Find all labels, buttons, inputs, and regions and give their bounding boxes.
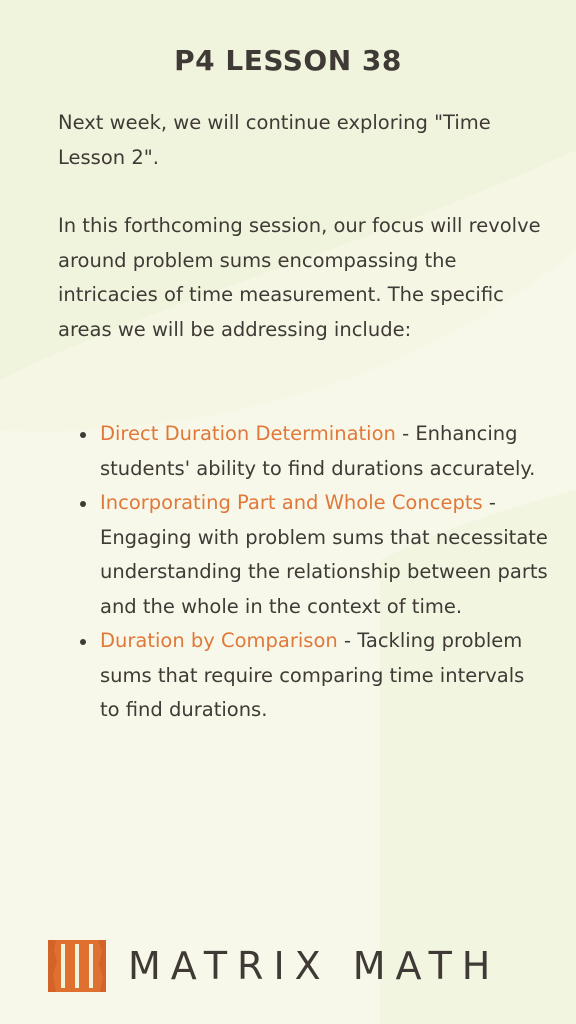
list-item xyxy=(100,624,550,728)
bullet-icon xyxy=(80,639,86,645)
list-item xyxy=(100,486,550,624)
topic-highlight: Duration by Comparison xyxy=(100,629,338,652)
bullet-icon xyxy=(80,432,86,438)
brand-name: MATRIX MATH xyxy=(128,944,501,988)
list-item xyxy=(100,417,550,486)
page-title: P4 LESSON 38 xyxy=(174,44,402,77)
intro-paragraph: Next week, we will continue exploring "Time Lesson 2". xyxy=(58,111,491,169)
topic-highlight: Incorporating Part and Whole Concepts xyxy=(100,491,483,514)
matrix-math-logo-icon xyxy=(48,940,106,992)
topic-highlight: Direct Duration Determination xyxy=(100,422,396,445)
bullet-icon xyxy=(80,501,86,507)
topic-list xyxy=(100,417,550,728)
body-paragraph: In this forthcoming session, our focus will revolve around problem sums encompassing the intricacies of time measurement. The specific areas we will be addressing include: xyxy=(58,214,541,341)
topic-description: - Enhancing students' ability to find durations accurately. xyxy=(100,422,536,480)
brand-footer xyxy=(48,938,538,994)
topic-description: - Engaging with problem sums that necessitate understanding the relationship between parts and the whole in the context of time. xyxy=(100,491,548,618)
topic-description: - Tackling problem sums that require comparing time intervals to find durations. xyxy=(100,629,525,721)
